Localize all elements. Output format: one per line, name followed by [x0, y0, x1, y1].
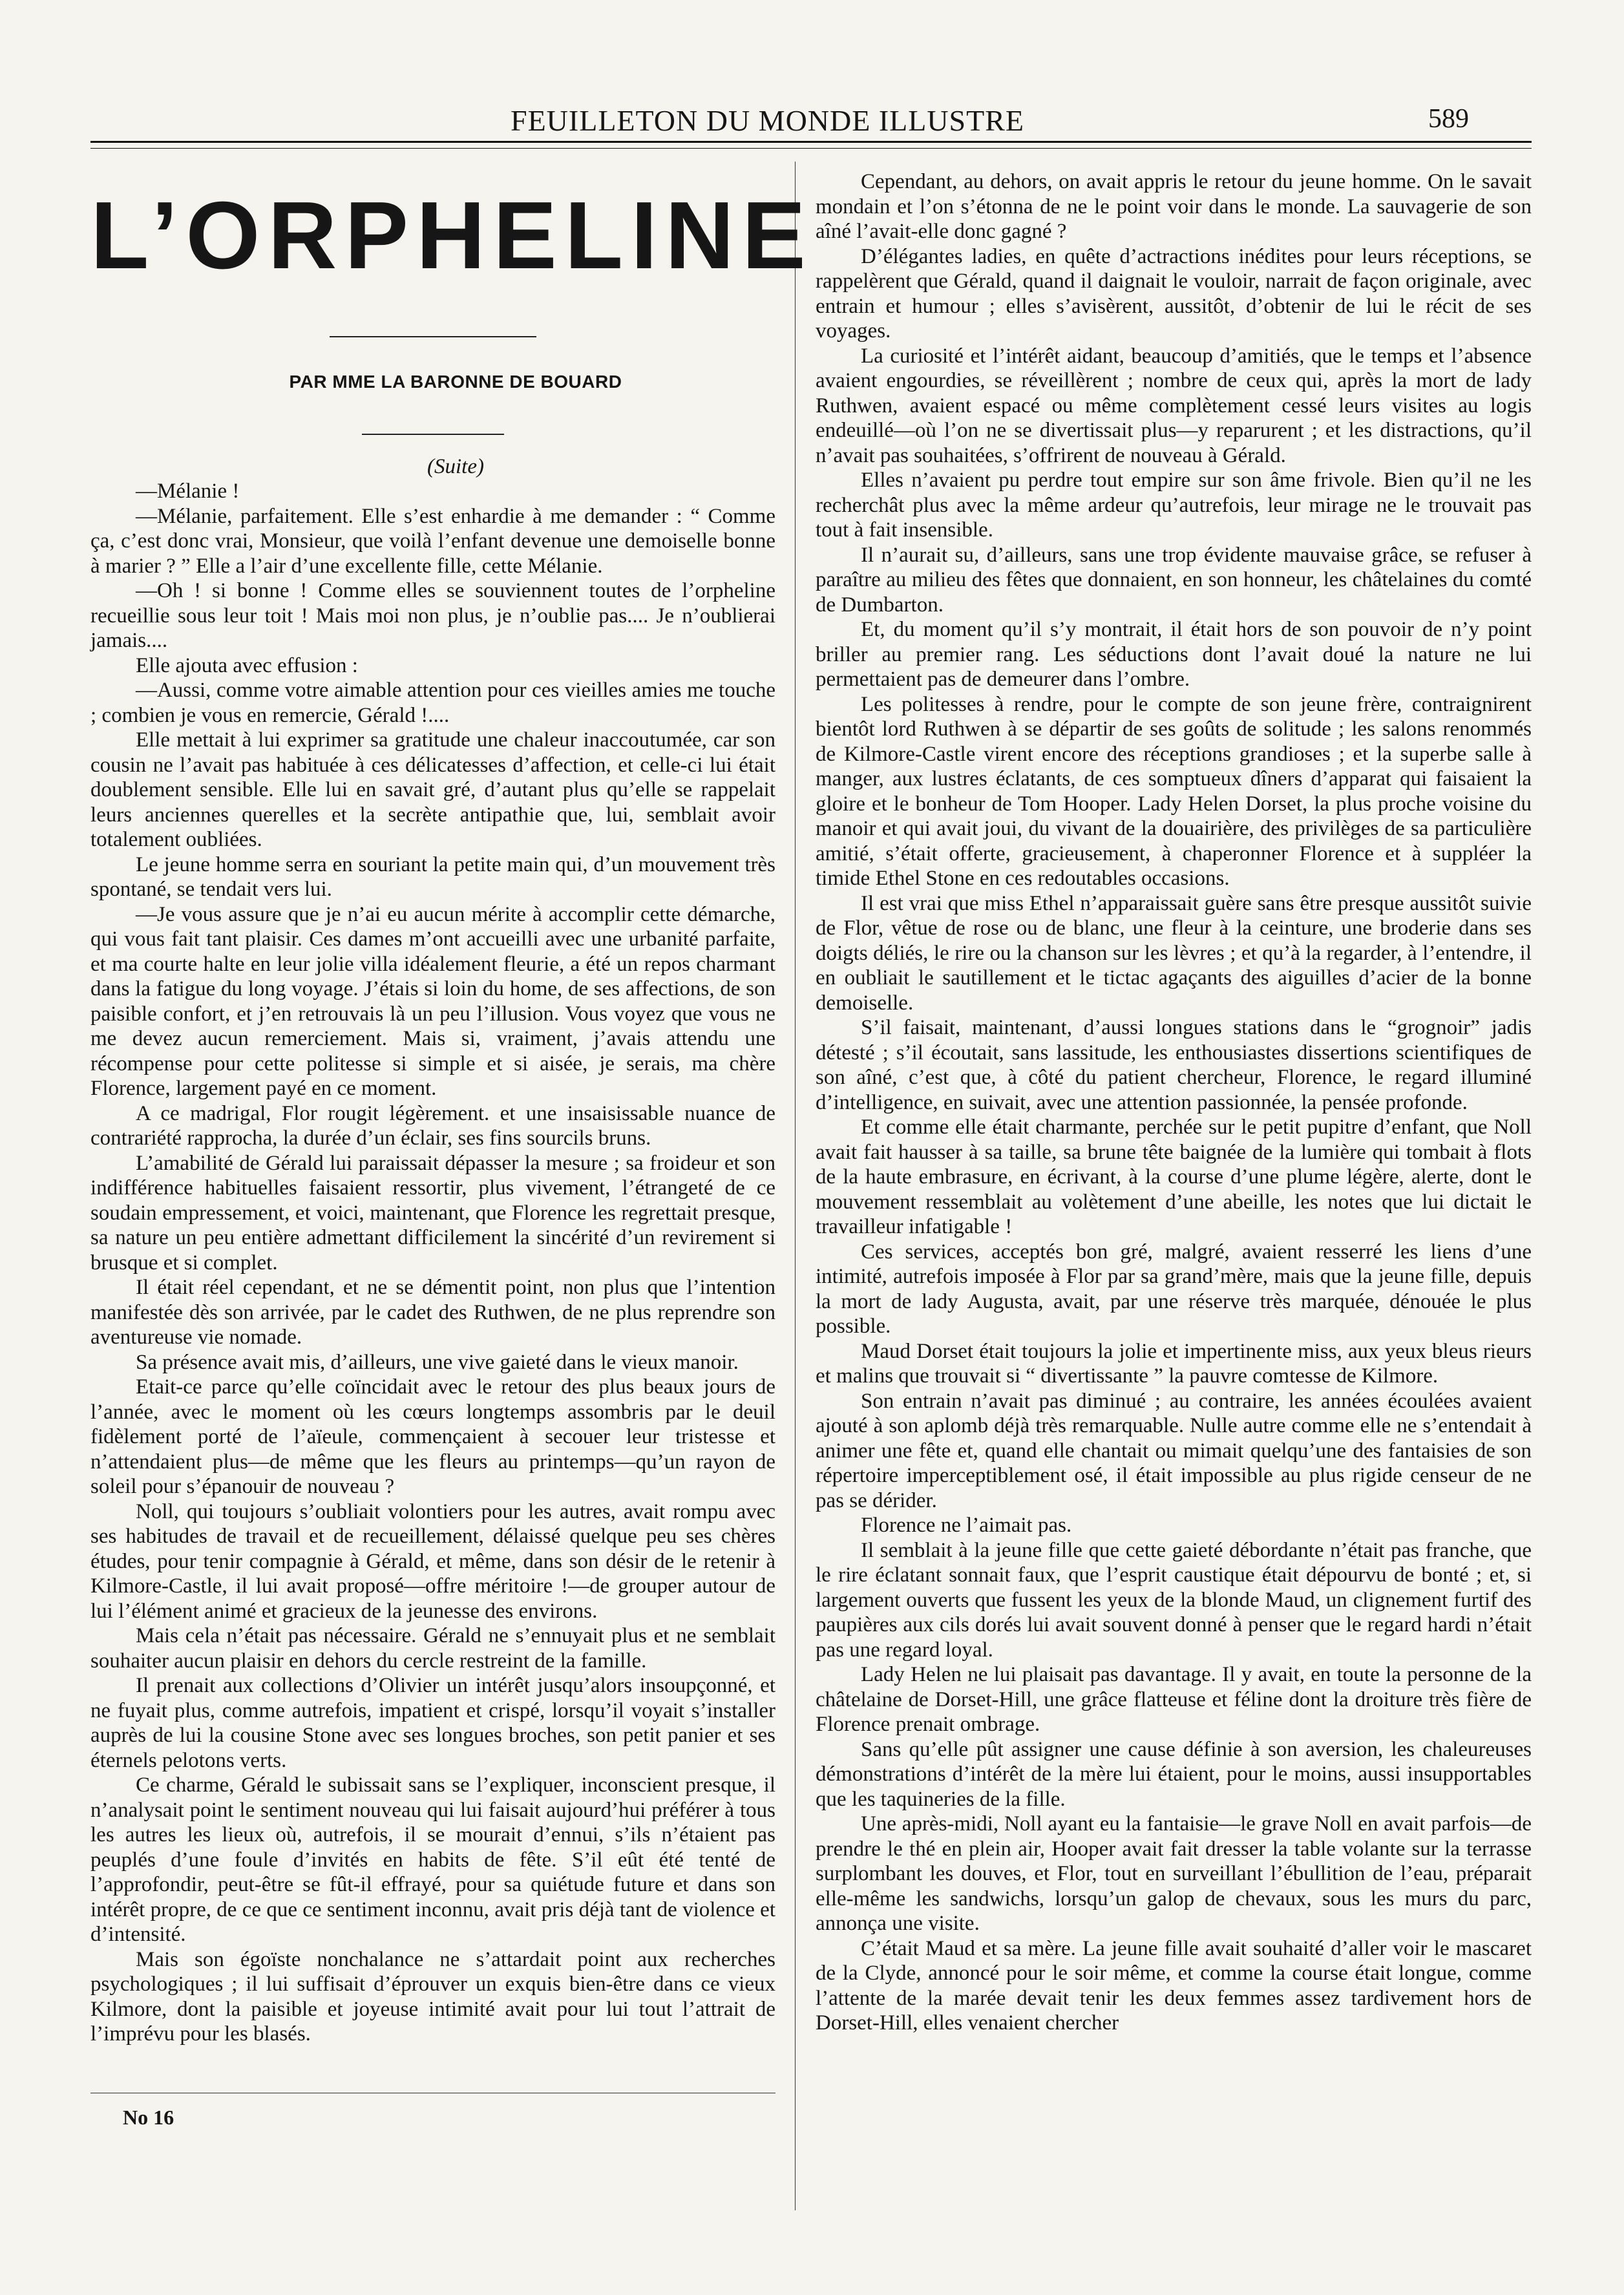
- byline: PAR MME LA BARONNE DE BOUARD: [289, 372, 622, 392]
- continued-label: (Suite): [427, 454, 484, 478]
- paragraph: Les politesses à rendre, pour le compte de son jeune frère, contraignirent bientôt lord Ruthwen à se départir de ses goûts de solitude ; les salons renommés de Kilmore-Castle virent encore des réceptions grandioses ; et la superbe salle à manger, aux lustres éclatants, de ces somptueux dîners d’apparat qui faisaient la gloire et le bonheur de Tom Hooper. Lady Helen Dorset, la plus proche voisine du manoir et qui avait joui, du vivant de la douairière, des privilèges de sa particulière amitié, s’était offerte, gracieusement, à chaperonner Florence et à suppléer la timide Ethel Stone en ces redoutables occasions.: [816, 692, 1532, 890]
- paragraph: Cependant, au dehors, on avait appris le retour du jeune homme. On le savait mondain et l’on s’étonna de ne le point voir dans le monde. La sauvagerie de son aîné l’avait-elle donc gagné ?: [816, 170, 1532, 243]
- paragraph: Sa présence avait mis, d’ailleurs, une vive gaieté dans le vieux manoir.: [136, 1350, 739, 1374]
- paragraph: Mais cela n’était pas nécessaire. Gérald ne s’ennuyait plus et ne semblait souhaiter aucun plaisir en dehors du cercle restreint de la famille.: [90, 1624, 775, 1673]
- byline-rule: [362, 434, 504, 435]
- paragraph: —Mélanie !: [136, 480, 240, 503]
- paragraph: Ces services, acceptés bon gré, malgré, avaient resserré les liens d’une intimité, autrefois imposée à Flor par sa grand’mère, mais que la jeune fille, depuis la mort de lady Augusta, avait, par une réserve très marquée, dénouée le plus possible.: [816, 1240, 1532, 1338]
- paragraph: Et comme elle était charmante, perchée sur le petit pupitre d’enfant, que Noll avait fait hausser à sa taille, sa brune tête baignée de la lumière qui tombait à flots de la haute embrasure, en écrivant, à la course d’une plume légère, alerte, dont le mouvement ressemblait au volètement d’une abeille, les notes que lui dictait le travailleur infatigable !: [816, 1116, 1532, 1238]
- paragraph: Elle ajouta avec effusion :: [136, 653, 358, 677]
- running-title: FEUILLETON DU MONDE ILLUSTRE: [511, 104, 1025, 137]
- paragraph: Elle mettait à lui exprimer sa gratitude une chaleur inaccoutumée, car son cousin ne l’avait pas habituée à ces délicatesses d’affection, et celle-ci lui était doublement sensible. Elle lui en savait gré, d’autant plus qu’elle se rappelait leurs anciennes querelles et la secrète antipathie que, lui, semblait avoir totalement oubliées.: [90, 728, 775, 851]
- paragraph: Florence ne l’aimait pas.: [861, 1514, 1072, 1537]
- paragraph: —Mélanie, parfaitement. Elle s’est enhardie à me demander : “ Comme ça, c’est donc vrai, Monsieur, que voilà l’enfant devenue une demoiselle bonne à marier ? ” Elle a l’air d’une excellente fille, cette Mélanie.: [90, 504, 775, 578]
- paragraph: Il n’aurait su, d’ailleurs, sans une trop évidente mauvaise grâce, se refuser à paraître au milieu des fêtes que donnaient, en son honneur, les châtelaines du comté de Dumbarton.: [816, 543, 1532, 617]
- paragraph: S’il faisait, maintenant, d’aussi longues stations dans le “grognoir” jadis détesté ; s’il écoutait, sans lassitude, les enthousiastes dissertions scientifiques de son aîné, c’est que, à côté du patient chercheur, Florence, le regard illuminé d’intelligence, en suivait, avec une attention passionnée, la pensée profonde.: [816, 1016, 1532, 1114]
- paragraph: Il prenait aux collections d’Olivier un intérêt jusqu’alors insoupçonné, et ne fuyait plus, comme autrefois, impatient et crispé, lorsqu’il voyait s’installer auprès de lui la cousine Stone avec ses longues broches, son petit panier et ses éternels pelotons verts.: [90, 1674, 775, 1772]
- paragraph: Le jeune homme serra en souriant la petite main qui, d’un mouvement très spontané, se tendait vers lui.: [90, 852, 775, 901]
- page-number: 589: [1428, 104, 1469, 134]
- paragraph: Lady Helen ne lui plaisait pas davantage. Il y avait, en toute la personne de la châtelaine de Dorset-Hill, une grâce flatteuse et féline dont la droiture très fière de Florence prenait ombrage.: [816, 1663, 1532, 1736]
- paragraph: —Aussi, comme votre aimable attention pour ces vieilles amies me touche ; combien je vous en remercie, Gérald !....: [90, 679, 775, 727]
- title-rule: [330, 336, 536, 337]
- paragraph: Il est vrai que miss Ethel n’apparaissait guère sans être presque aussitôt suivie de Flor, vêtue de rose ou de blanc, une fleur à la ceinture, une broderie dans ses doigts déliés, le rire ou la chanson sur les lèvres ; et qu’à la regarder, à l’entendre, il en oubliait le sautillement et le tictac agaçants des aiguilles d’acier de la bonne demoiselle.: [816, 891, 1532, 1015]
- paragraph: Sans qu’elle pût assigner une cause définie à son aversion, les chaleureuses démonstrations d’intérêt de la mère lui étaient, pour le moins, aussi insupportables que les taquineries de la fille.: [816, 1737, 1532, 1811]
- paragraph: Maud Dorset était toujours la jolie et impertinente miss, aux yeux bleus rieurs et malins que trouvait si “ divertissante ” la pauvre comtesse de Kilmore.: [816, 1339, 1532, 1388]
- right-paragraphs: [816, 169, 1532, 2036]
- paragraph: Ce charme, Gérald le subissait sans se l’expliquer, inconscient presque, il n’analysait point le sentiment nouveau qui lui faisait aujourd’hui préférer à tous les autres les lieux où, autrefois, il se mourait d’ennui, s’ils n’étaient pas peuplés d’une foule d’invités en habits de fête. S’il eût été tenté de l’approfondir, peut-être se fût-il effrayé, pour sa quiétude future et dans son intérêt propre, de ce que ce sentiment inconnu, avait pris déjà tant de violence et d’intensité.: [90, 1773, 775, 1946]
- paragraph: L’amabilité de Gérald lui paraissait dépasser la mesure ; sa froideur et son indifférence habituelles faisaient ressortir, plus vivement, l’étrangeté de ce soudain empressement, et voici, maintenant, que Florence les regrettait presque, sa nature un peu entière admettant difficilement la sincérité d’un revirement si brusque et si complet.: [90, 1151, 775, 1274]
- paragraph: —Je vous assure que je n’ai eu aucun mérite à accomplir cette démarche, qui vous fait tant plaisir. Ces dames m’ont accueilli avec une urbanité parfaite, et ma courte halte en leur jolie villa idéalement fleurie, a été un repos charmant dans la fatigue du long voyage. J’étais si loin du home, de ses affections, de son paisible confort, et j’en retrouvais là un peu l’illusion. Vous voyez que vous ne me devez aucun remerciement. Mais si, vraiment, j’avais attendu une récompense pour cette politesse si simple et si aisée, je serais, ma chère Florence, largement payé en ce moment.: [90, 902, 775, 1100]
- column-divider: [795, 162, 796, 2210]
- paragraph: Son entrain n’avait pas diminué ; au contraire, les années écoulées avaient ajouté à son aplomb déjà très remarquable. Nulle autre comme elle ne s’entendait à animer une fête et, quand elle chantait ou mimait quelqu’une des fantaisies de son répertoire imperceptiblement osé, il était impossible au plus rigide censeur de ne pas se dérider.: [816, 1389, 1532, 1512]
- paragraph: A ce madrigal, Flor rougit légèrement. et une insaisissable nuance de contrariété rapprocha, la durée d’un éclair, ses fins sourcils bruns.: [90, 1101, 775, 1150]
- paragraph: Elles n’avaient pu perdre tout empire sur son âme frivole. Bien qu’il ne les recherchât plus avec la même ardeur qu’autrefois, leur mirage ne le trouvait pas tout à fait insensible.: [816, 469, 1532, 542]
- right-column: [816, 169, 1532, 2036]
- paragraph: —Oh ! si bonne ! Comme elles se souviennent toutes de l’orpheline recueillie sous leur toit ! Mais moi non plus, je n’oublie pas.... Je n’oublierai jamais....: [90, 579, 775, 652]
- left-column: [90, 162, 814, 2047]
- paragraph: C’était Maud et sa mère. La jeune fille avait souhaité d’aller voir le mascaret de la Clyde, annoncé pour le soir même, et comme la course était longue, comme l’attente de la marée devait tenir les deux femmes assez tardivement hors de Dorset-Hill, elles venaient chercher: [816, 1936, 1532, 2035]
- paragraph: La curiosité et l’intérêt aidant, beaucoup d’amitiés, que le temps et l’absence avaient engourdies, se réveillèrent ; nombre de ceux qui, après la mort de lady Ruthwen, avaient espacé ou même complètement cessé leurs visites au logis endeuillé—où l’on ne se divertissait plus—y reparurent ; et les distractions, qu’il n’avait pas souhaitées, s’offrirent de nouveau à Gérald.: [816, 344, 1532, 467]
- left-paragraphs: [90, 479, 775, 2047]
- paragraph: Etait-ce parce qu’elle coïncidait avec le retour des plus beaux jours de l’année, avec le moment où les cœurs longtemps assombris par le deuil fidèlement porté de l’aïeule, commençaient à secouer leur tristesse et n’attendaient plus—de même que les fleurs au printemps—qu’un rayon de soleil pour s’épanouir de nouveau ?: [90, 1375, 775, 1498]
- paragraph: Mais son égoïste nonchalance ne s’attardait point aux recherches psychologiques ; il lui suffisait d’éprouver un exquis bien-être dans ce vieux Kilmore, dont la paisible et joyeuse intimité avait pour lui tout l’attrait de l’imprévu pour les blasés.: [90, 1947, 775, 2046]
- header-rule: [90, 141, 1532, 149]
- paragraph: Il semblait à la jeune fille que cette gaieté débordante n’était pas franche, que le rire éclatant sonnait faux, que l’esprit caustique était dépourvu de bonté ; et, si largement ouverts que fussent les yeux de la blonde Maud, un clignement furtif des paupières aux cils dorés lui avait souvent donné à penser que le regard hardi n’était pas une regard loyal.: [816, 1538, 1532, 1662]
- paragraph: Noll, qui toujours s’oubliait volontiers pour les autres, avait rompu avec ses habitudes de travail et de recueillement, délaissé quelque peu ses chères études, pour tenir compagnie à Gérald, et même, dans son désir de le retenir à Kilmore-Castle, il lui avait proposé—offre méritoire !—de grouper autour de lui l’élément animé et gracieux de la jeunesse des environs.: [90, 1499, 775, 1623]
- paragraph: Et, du moment qu’il s’y montrait, il était hors de son pouvoir de n’y point briller au premier rang. Les séductions dont l’avait doué la nature ne lui permettaient pas de demeurer dans l’ombre.: [816, 618, 1532, 691]
- running-head: [0, 0, 1624, 155]
- paragraph: Une après-midi, Noll ayant eu la fantaisie—le grave Noll en avait parfois—de prendre le thé en plein air, Hooper avait fait dresser la table volante sur la terrasse surplombant les douves, et Flor, tout en surveillant l’ébullition de l’eau, préparait elle-même les sandwichs, lorsqu’un galop de chevaux, sous les murs du parc, annonça une visite.: [816, 1812, 1532, 1935]
- article-title: L’ORPHELINE: [90, 182, 814, 289]
- issue-number: No 16: [123, 2106, 174, 2129]
- paragraph: D’élégantes ladies, en quête d’actractions inédites pour leurs réceptions, se rappelèrent que Gérald, quand il daignait le vouloir, narrait de façon originale, avec entrain et humour ; elles s’avisèrent, aussitôt, d’obtenir de lui le récit de ses voyages.: [816, 244, 1532, 343]
- paragraph: Il était réel cependant, et ne se démentit point, non plus que l’intention manifestée dès son arrivée, par le cadet des Ruthwen, de ne plus reprendre son aventureuse vie nomade.: [90, 1276, 775, 1349]
